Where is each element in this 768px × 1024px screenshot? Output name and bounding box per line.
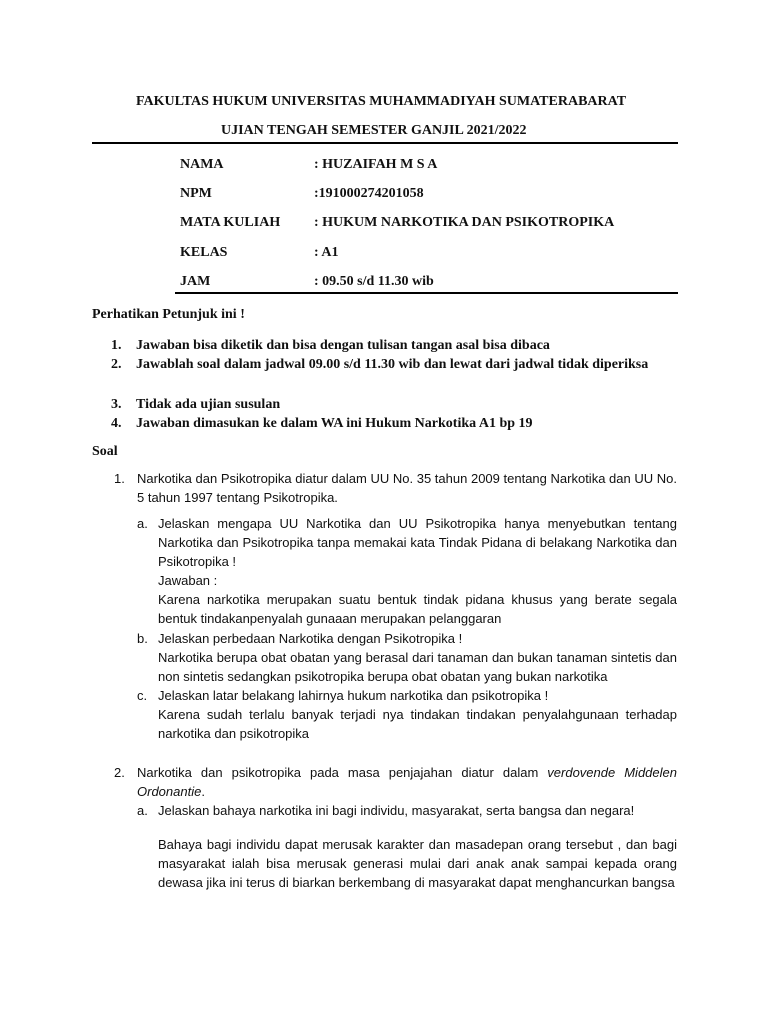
question-text: Narkotika dan Psikotropika diatur dalam UU No. 35 tahun 2009 tentang Narkotika dan UU No. 5 tahun 1997 tentang Psikotropika. [137, 471, 677, 505]
instruction-number: 3. [111, 397, 122, 412]
question-number: 1. [114, 471, 125, 486]
identity-value: : HUZAIFAH M S A [314, 157, 438, 172]
identity-label: NAMA [180, 157, 224, 172]
answer-text: Bahaya bagi individu dapat merusak karakter dan masadepan orang tersebut , dan bagi masyarakat ialah bisa merusak generasi mulai dari anak anak sampai kepada orang dewasa jika ini terus di biarkan berkembang di masyarakat dapat menghancurkan bangsa [158, 837, 677, 890]
answer-text: Karena narkotika merupakan suatu bentuk tindak pidana khusus yang berate segala bentuk tindakanpenyalah gunaaan merupakan pelanggaran [158, 592, 677, 626]
instruction-item [111, 414, 677, 433]
top-divider [92, 142, 678, 144]
instruction-text: Jawaban bisa diketik dan bisa dengan tulisan tangan asal bisa dibaca [136, 338, 550, 353]
instruction-text: Jawaban dimasukan ke dalam WA ini Hukum Narkotika A1 bp 19 [136, 416, 533, 431]
exam-title: UJIAN TENGAH SEMESTER GANJIL 2021/2022 [221, 123, 527, 138]
question-2 [0, 763, 768, 923]
statute-name: verdovende Middelen Ordonantie [137, 765, 677, 799]
bottom-divider [175, 292, 678, 294]
identity-value: : 09.50 s/d 11.30 wib [314, 274, 434, 289]
instruction-text: Tidak ada ujian susulan [136, 397, 281, 412]
answer-text: Karena sudah terlalu banyak terjadi nya tindakan tindakan penyalahgunaan terhadap narkotika dan psikotropika [158, 707, 677, 741]
subquestion-text: Jelaskan latar belakang lahirnya hukum narkotika dan psikotropika ! [158, 688, 549, 703]
subquestion-text: Jelaskan bahaya narkotika ini bagi individu, masyarakat, serta bangsa dan negara! [158, 803, 635, 818]
instruction-item [111, 355, 677, 393]
identity-value: :191000274201058 [314, 186, 424, 201]
subquestion-letter: a. [137, 803, 148, 818]
identity-value: : A1 [314, 245, 339, 260]
instruction-number: 2. [111, 357, 122, 372]
instructions-title: Perhatikan Petunjuk ini ! [92, 307, 245, 322]
instruction-text: Jawablah soal dalam jadwal 09.00 s/d 11.30 wib dan lewat dari jadwal tidak diperiksa [136, 357, 649, 372]
instruction-number: 1. [111, 338, 122, 353]
instruction-item [111, 395, 677, 414]
identity-value: : HUKUM NARKOTIKA DAN PSIKOTROPIKA [314, 215, 615, 230]
question-number: 2. [114, 765, 125, 780]
faculty-title: FAKULTAS HUKUM UNIVERSITAS MUHAMMADIYAH SUMATERABARAT [136, 94, 627, 109]
question-text-part: . [201, 784, 205, 799]
identity-label: MATA KULIAH [180, 215, 281, 230]
soal-title: Soal [92, 444, 118, 459]
subquestion-letter: b. [137, 631, 148, 646]
question-text-part: Narkotika dan psikotropika pada masa penjajahan diatur dalam [137, 765, 548, 780]
subquestion-letter: c. [137, 688, 148, 703]
identity-label: NPM [180, 186, 212, 201]
answer-text: Narkotika berupa obat obatan yang berasal dari tanaman dan bukan tanaman sintetis dan non sintetis sedangkan psikotropika berupa obat obatan yang bukan narkotika [158, 650, 677, 684]
question-1 [0, 469, 768, 739]
instruction-item [111, 336, 677, 355]
question-text [137, 763, 677, 801]
identity-label: JAM [180, 274, 211, 289]
answer-label: Jawaban : [158, 573, 218, 588]
subquestion-letter: a. [137, 516, 148, 531]
instruction-number: 4. [111, 416, 122, 431]
identity-label: KELAS [180, 245, 228, 260]
subquestion-text: Jelaskan perbedaan Narkotika dengan Psikotropika ! [158, 631, 463, 646]
subquestion-text: Jelaskan mengapa UU Narkotika dan UU Psikotropika hanya menyebutkan tentang Narkotika dan Psikotropika tanpa memakai kata Tindak Pidana di belakang Narkotika dan Psikotropika ! [158, 516, 677, 569]
